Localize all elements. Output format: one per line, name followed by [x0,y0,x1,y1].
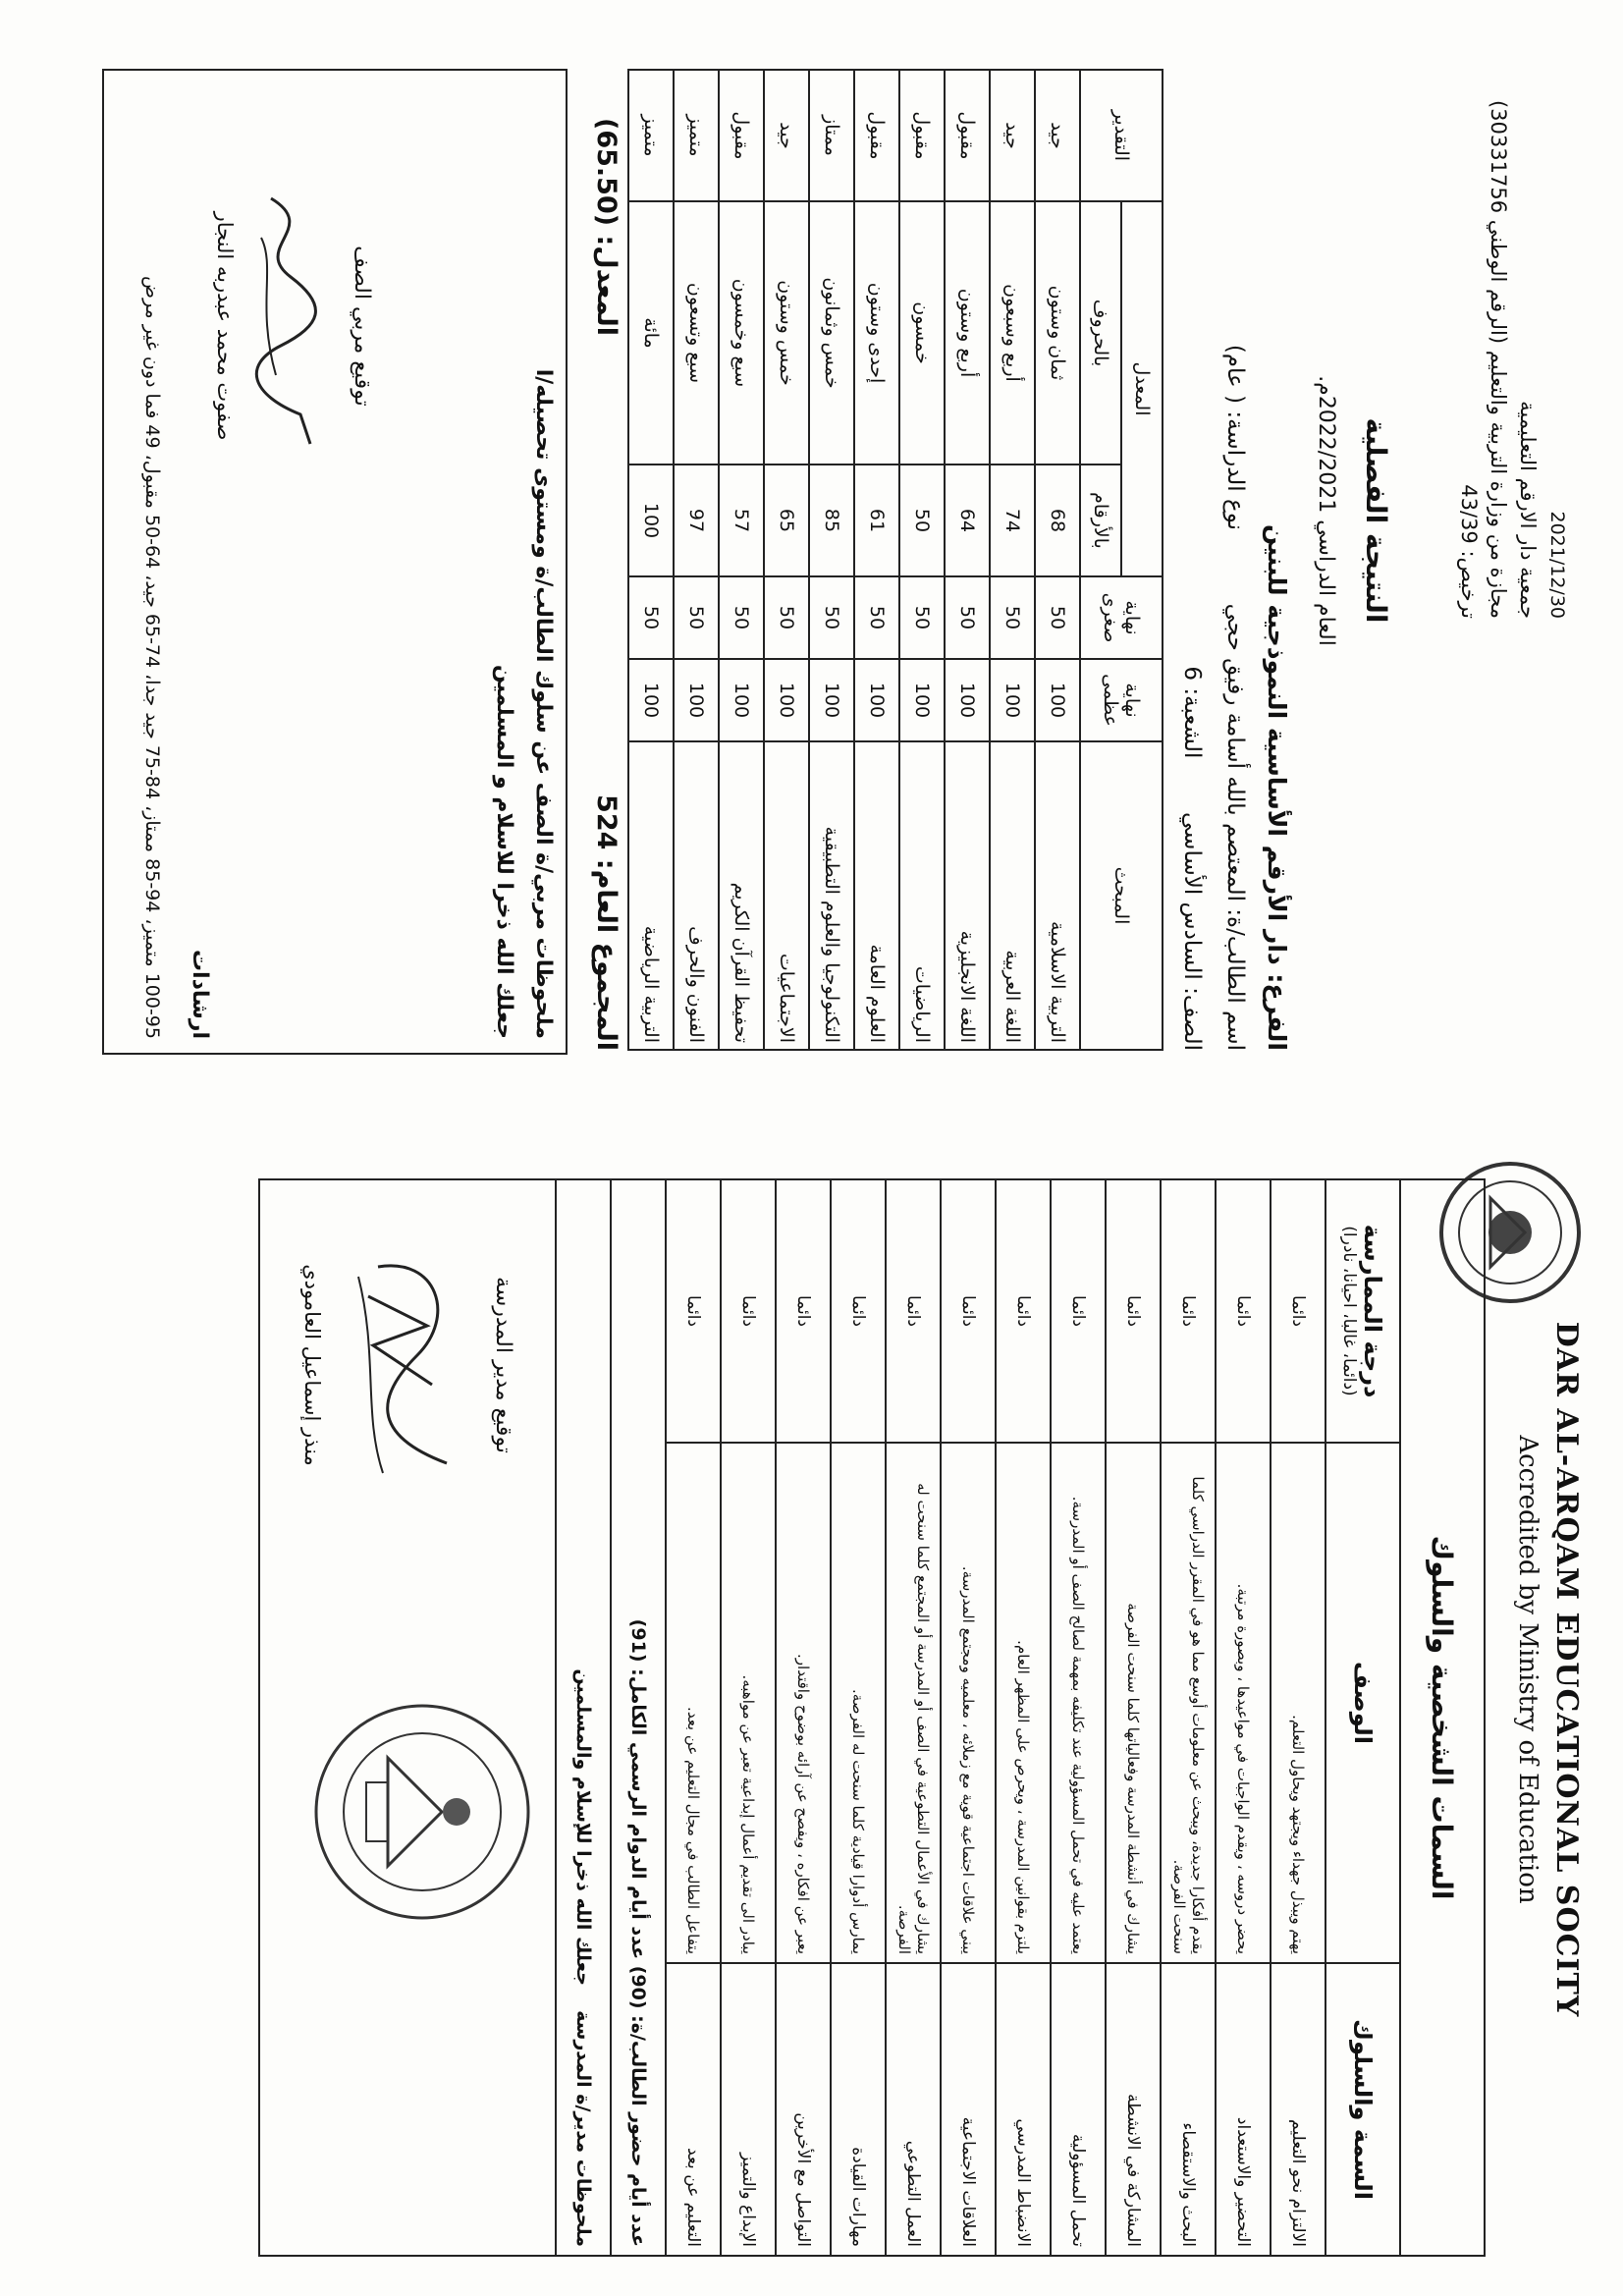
class-name: الصف: السادس الأساسي [1179,812,1205,1051]
grade-letters: خمسون [899,201,945,465]
principal-notes-text: جعلك الله ذخرا للإسلام والمسلمين [572,1668,594,1986]
grade-digits: 65 [764,465,809,576]
trait-description: يبني علاقات اجتماعية قوية مع زملائه ، معلميه ومجتمع المدرسة. [941,1443,996,1963]
frequency-scale: (دائما، غالبا، احيانا، نادرا) [1339,1226,1359,1396]
trait-row [1106,1179,1161,2256]
permit-number: ترخيص: 43/39 [1457,484,1481,619]
trait-name: البحث والاستقصاء [1161,1963,1216,2256]
teacher-name: صفوت محمد عبدربه النجار [213,211,237,441]
trait-frequency: دائما [831,1179,886,1443]
grade-subject: الرياضيات [899,741,945,1050]
frequency-label: درجة الممارسة [1359,1224,1386,1398]
trait-row [721,1179,776,2256]
trait-name: العمل التطوعي [886,1963,941,2256]
teacher-signature [242,179,330,473]
principal-name: منذر إسماعيل العامودي [300,1264,324,1466]
grade-min: 50 [899,576,945,659]
signature-area [259,1179,556,2256]
trait-row [1271,1179,1325,2256]
grade-rating: متميز [674,70,719,201]
trait-description: يبادر الى تقديم أعمال إبداعية تعبر عن مواهبه. [721,1443,776,1963]
grand-total: المجموع العام: 524 [591,794,622,1051]
trait-name: تحمل المسؤولية [1051,1963,1106,2256]
teacher-notes-title: ملحوظات مربي/ة الصف عن سلوك الطالب/ة ومستوى تحصيله/ا [531,368,556,1039]
grade-row [945,70,990,1050]
grade-subject: العلوم العامة [854,741,899,1050]
grade-row [899,70,945,1050]
grade-letters: ثمان وستون [1035,201,1080,465]
grade-rating: متميز [628,70,674,201]
grade-min: 50 [674,576,719,659]
grade-digits: 64 [945,465,990,576]
branch-name: الفرع: دار الأرقم الأساسية النموذجية للبنين [1263,523,1291,1051]
grade-row [764,70,809,1050]
teacher-notes-text: جعلك الله ذخرا للاسلام و المسلمين [492,664,516,1039]
teacher-notes-box [102,69,568,1055]
organization-header [1454,69,1572,619]
grade-max: 100 [719,659,764,741]
grade-rating: جيد [990,70,1035,201]
teacher-signature-label: توقيع مربي الصف [350,246,374,407]
trait-description: يمارس أدوارا قيادية كلما سنحت له الفرصة. [831,1443,886,1963]
school-name-en: DAR AL-ARQAM EDUCATIONAL SOCITY [1549,1321,1584,2018]
license-line: مجازة من وزارة التربية والتعليم (الرقم الوطني 30331756) [1487,99,1510,619]
grade-digits: 100 [628,465,674,576]
trait-name: التعليم عن بعد [666,1963,721,2256]
grade-rating: جيد [1035,70,1080,201]
grade-digits: 85 [809,465,854,576]
student-name: اسم الطالب/ة: المعتصم بالله أسامة رفيق حجي [1222,603,1248,1051]
principal-notes-row [556,1179,611,2256]
principal-signature-label: توقيع مدير المدرسة [491,1277,515,1453]
grade-letters: أربع وسبعون [990,201,1035,465]
organization-name: جمعية دار الارقم التعليمية [1516,401,1540,619]
grade-rating: مقبول [945,70,990,201]
grade-rating: مقبول [854,70,899,201]
grade-max: 100 [674,659,719,741]
trait-frequency: دائما [1216,1179,1271,1443]
trait-frequency: دائما [776,1179,831,1443]
grade-digits: 97 [674,465,719,576]
grade-min: 50 [854,576,899,659]
grade-subject: التكنولوجيا والعلوم التطبيقية [809,741,854,1050]
grade-subject: التربية الرياضية [628,741,674,1050]
grade-max: 100 [1035,659,1080,741]
header-max: نهاية عظمى [1080,659,1163,741]
trait-row [1216,1179,1271,2256]
class-line [1179,69,1205,1051]
grade-row [1035,70,1080,1050]
traits-body [666,1179,1325,2256]
trait-frequency: دائما [1106,1179,1161,1443]
trait-frequency: دائما [996,1179,1051,1443]
grade-subject: اللغة الانجليزية [945,741,990,1050]
trait-name: التحضير والاستعداد [1216,1963,1271,2256]
trait-frequency: دائما [886,1179,941,1443]
trait-name: الالتزام نحو التعليم [1271,1963,1325,2256]
grade-max: 100 [628,659,674,741]
grade-rating: جيد [764,70,809,201]
grade-row [674,70,719,1050]
grade-letters: مائة [628,201,674,465]
grades-table [627,69,1163,1051]
trait-frequency: دائما [1051,1179,1106,1443]
grade-subject: اللغة العربية [990,741,1035,1050]
trait-name: المشاركة في الانشطة [1106,1963,1161,2256]
trait-name: الانضباط المدرسي [996,1963,1051,2256]
header-rating: التقدير [1080,70,1163,201]
trait-name: التواصل مع الأخرين [776,1963,831,2256]
trait-frequency: دائما [1161,1179,1216,1443]
grade-max: 100 [990,659,1035,741]
grade-min: 50 [719,576,764,659]
grade-rating: مقبول [899,70,945,201]
study-type: نوع الدراسة: ( عام) [1222,344,1248,530]
trait-row [776,1179,831,2256]
grades-body [628,70,1080,1050]
trait-description: يشارك في أنشطة المدرسة وفعالياتها كلما سنحت الفرصة [1106,1443,1161,1963]
grade-letters: أربع وستون [945,201,990,465]
grade-letters: خمس وثمانون [809,201,854,465]
grade-digits: 68 [1035,465,1080,576]
behaviour-panel [0,1129,1623,2296]
grade-min: 50 [990,576,1035,659]
trait-description: يتفاعل الطالب في مجال التعليم عن بعد. [666,1443,721,1963]
grade-min: 50 [809,576,854,659]
issue-date: 2021/12/30 [1546,511,1568,619]
grade-row [628,70,674,1050]
header-subject: المبحث [1080,741,1163,1050]
accreditation-en: Accredited by Ministry of Education [1513,1435,1542,1904]
grade-row [854,70,899,1050]
grade-min: 50 [764,576,809,659]
overall-average: المعدل: (65.50) [591,118,622,337]
grade-row [809,70,854,1050]
header-trait: السمة والسلوك [1325,1963,1400,2256]
branch-line [1263,69,1291,1051]
school-seal-icon [309,1699,535,1925]
grade-rating: ممتاز [809,70,854,201]
header-min: نهاية صغرى [1080,576,1163,659]
grade-min: 50 [945,576,990,659]
grade-min: 50 [628,576,674,659]
grade-subject: الفنون والحرف [674,741,719,1050]
grade-digits: 74 [990,465,1035,576]
trait-description: يعتمد عليه في تحمل المسؤولية عند تكليفه بمهمة لصالح الصف أو المدرسة. [1051,1443,1106,1963]
header-frequency [1325,1179,1400,1443]
trait-frequency: دائما [1271,1179,1325,1443]
trait-description: يلتزم بقوانين المدرسة ، ويحرص على المظهر العام. [996,1443,1051,1963]
trait-description: يشارك في الأعمال التطوعية في الصف أو المدرسة أو المجتمع كلما سنحت له الفرصة. [886,1443,941,1963]
trait-row [666,1179,721,2256]
principal-signature [349,1237,476,1493]
result-heading: النتيجة الفصلية [1360,417,1392,624]
grade-max: 100 [899,659,945,741]
grade-max: 100 [945,659,990,741]
trait-description: يقدم أفكارا جديدة، ويبحث عن معلومات أوسع مما هو في المقرر الدراسي كلما سنحت الفرصة. [1161,1443,1216,1963]
student-line [1222,69,1248,1051]
grade-digits: 57 [719,465,764,576]
trait-row [996,1179,1051,2256]
trait-row [1051,1179,1106,2256]
traits-title: السمات الشخصية والسلوك [1400,1179,1485,2256]
trait-frequency: دائما [666,1179,721,1443]
grade-max: 100 [764,659,809,741]
guidance-title: ارشادات [188,949,212,1039]
trait-name: العلاقات الاجتماعية [941,1963,996,2256]
grade-row [719,70,764,1050]
grade-letters: خمس وستون [764,201,809,465]
grade-letters: سبع وخمسون [719,201,764,465]
header-description: الوصف [1325,1443,1400,1963]
grade-max: 100 [854,659,899,741]
grading-scale: 100-95 متميز، 94-85 ممتاز، 84-75 جيد جدا، 74-65 جيد، 64-50 مقبول، 49 فما دون غير مرض [141,276,163,1039]
results-panel [0,0,1623,1129]
trait-row [831,1179,886,2256]
attendance-line: عدد أيام حضور الطالب/ة: (90) عدد أيام الدوام الرسمي الكامل: (91) [611,1179,666,2256]
trait-name: مهارات القيادة [831,1963,886,2256]
trait-frequency: دائما [941,1179,996,1443]
grade-max: 100 [809,659,854,741]
grade-digits: 61 [854,465,899,576]
grade-subject: تحفيظ القرآن الكريم [719,741,764,1050]
trait-description: يحضر دروسه ، ويقدم الواجبات في مواعيدها ، وبصورة مرتبة. [1216,1443,1271,1963]
traits-table [258,1178,1486,2257]
grade-rating: مقبول [719,70,764,201]
academic-year: العام الدراسي 2022/2021م. [1314,375,1338,646]
grade-min: 50 [1035,576,1080,659]
trait-description: يعبر عن افكاره ، ويفصح عن آرائه بوضوح واقتدار. [776,1443,831,1963]
grade-row [990,70,1035,1050]
grade-letters: سبع وتسعون [674,201,719,465]
trait-row [886,1179,941,2256]
trait-description: يهتم ويبذل جهداء ويجتهد ويحاول التعلم. [1271,1443,1325,1963]
trait-frequency: دائما [721,1179,776,1443]
header-average: المعدل [1121,201,1163,576]
grade-letters: إحدى وستون [854,201,899,465]
principal-notes-label: ملحوظات مدير/ة المدرسة [572,2010,594,2247]
header-letters: بالحروف [1080,201,1121,465]
grade-subject: التربية الاسلامية [1035,741,1080,1050]
trait-row [941,1179,996,2256]
section-name: الشعبة: 6 [1179,666,1205,759]
header-digits: بالأرقام [1080,465,1121,576]
trait-name: الإبداع والتميز [721,1963,776,2256]
grade-subject: الاجتماعيات [764,741,809,1050]
grade-digits: 50 [899,465,945,576]
trait-row [1161,1179,1216,2256]
